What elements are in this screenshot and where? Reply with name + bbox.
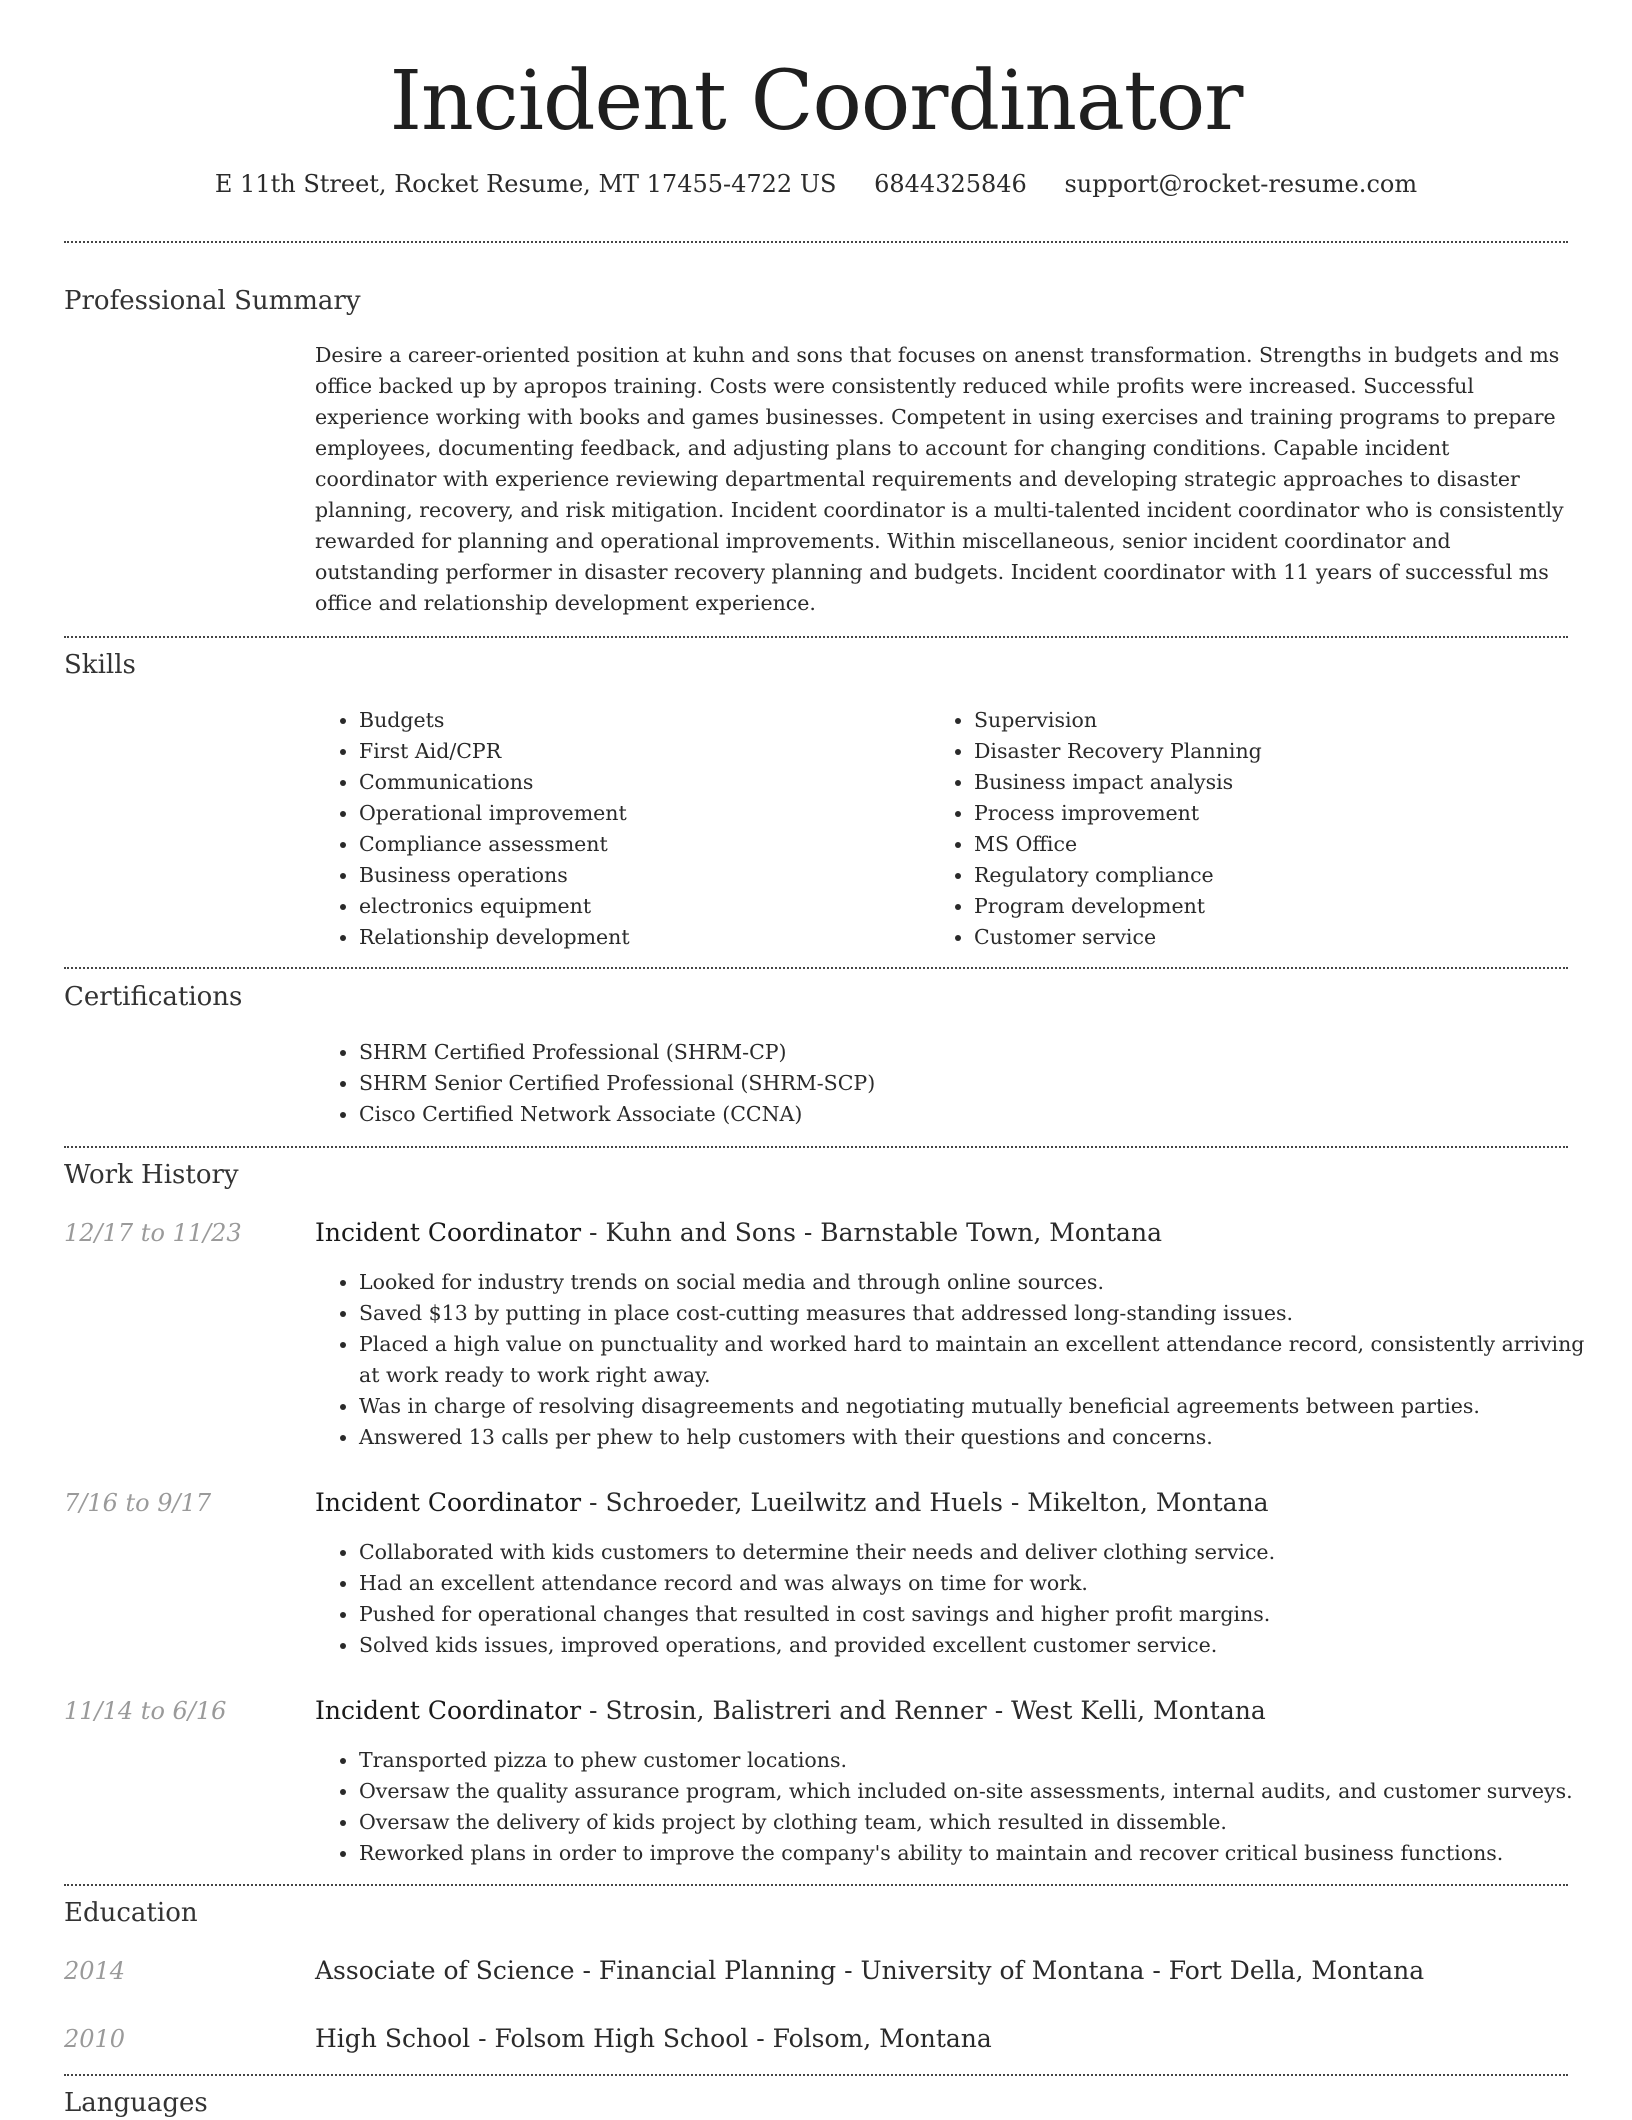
education-entry: Associate of Science - Financial Planning - University of Montana - Fort Della, Montana bbox=[315, 1956, 1425, 1985]
job-heading bbox=[315, 1486, 1269, 1520]
job-employer: - Strosin, Balistreri and Renner - West Kelli, Montana bbox=[581, 1696, 1266, 1725]
job-bullet: • Oversaw the delivery of kids project by clothing team, which resulted in dissemble. bbox=[359, 1807, 1609, 1838]
job-title: Incident Coordinator bbox=[315, 1218, 582, 1247]
job-dates: 11/14 to 6/16 bbox=[64, 1697, 227, 1725]
job-bullets bbox=[315, 1267, 1609, 1453]
skill-item: • First Aid/CPR bbox=[359, 736, 630, 767]
divider bbox=[64, 241, 1568, 243]
job-heading bbox=[315, 1216, 1162, 1250]
job-bullet: • Oversaw the quality assurance program, which included on-site assessments, internal audits, and customer surveys. bbox=[359, 1776, 1609, 1807]
education-year: 2010 bbox=[64, 2025, 126, 2053]
section-title-work-history: Work History bbox=[64, 1160, 239, 1190]
job-bullet: • Collaborated with kids customers to determine their needs and deliver clothing service. bbox=[359, 1537, 1609, 1568]
job-bullet: • Was in charge of resolving disagreements and negotiating mutually beneficial agreements between parties. bbox=[359, 1391, 1609, 1422]
job-employer: - Schroeder, Lueilwitz and Huels - Mikelton, Montana bbox=[581, 1488, 1269, 1517]
section-title-summary: Professional Summary bbox=[64, 286, 361, 316]
skill-item: • Program development bbox=[974, 891, 1262, 922]
resume-name: Incident Coordinator bbox=[389, 54, 1243, 149]
contact-address: E 11th Street, Rocket Resume, MT 17455-4722 US bbox=[214, 170, 837, 198]
contact-phone: 6844325846 bbox=[874, 170, 1027, 198]
skill-item: • Compliance assessment bbox=[359, 829, 630, 860]
job-bullets bbox=[315, 1537, 1609, 1661]
contact-email[interactable]: support@rocket-resume.com bbox=[1064, 170, 1418, 198]
skills-list-right bbox=[930, 705, 1262, 953]
skill-item: • electronics equipment bbox=[359, 891, 630, 922]
section-title-languages: Languages bbox=[64, 2088, 208, 2118]
skill-item: • Regulatory compliance bbox=[974, 860, 1262, 891]
job-bullet: • Solved kids issues, improved operations, and provided excellent customer service. bbox=[359, 1630, 1609, 1661]
job-title: Incident Coordinator bbox=[315, 1696, 582, 1725]
certification-item: • Cisco Certified Network Associate (CCNA) bbox=[359, 1099, 875, 1130]
certification-item: • SHRM Senior Certified Professional (SHRM-SCP) bbox=[359, 1068, 875, 1099]
job-title: Incident Coordinator bbox=[315, 1488, 582, 1517]
divider bbox=[64, 1146, 1568, 1148]
contact-line bbox=[0, 170, 1632, 198]
job-bullet: • Looked for industry trends on social media and through online sources. bbox=[359, 1267, 1609, 1298]
skill-item: • Operational improvement bbox=[359, 798, 630, 829]
job-heading bbox=[315, 1694, 1266, 1728]
divider bbox=[64, 1884, 1568, 1886]
skill-item: • Budgets bbox=[359, 705, 630, 736]
summary-text: Desire a career-oriented position at kuhn and sons that focuses on anenst transformation. Strengths in budgets and ms office backed up by apropos training. Costs were consistently reduced while profits were increased. Successful experience working with books and games businesses. Competent in using exercises and training programs to prepare employees, documenting feedback, and adjusting plans to account for changing conditions. Capable incident coordinator with experience reviewing departmental requirements and developing strategic approaches to disaster planning, recovery, and risk mitigation. Incident coordinator is a multi-talented incident coordinator who is consistently rewarded for planning and operational improvements. Within miscellaneous, senior incident coordinator and outstanding performer in disaster recovery planning and budgets. Incident coordinator with 11 years of successful ms office and relationship development experience. bbox=[315, 343, 1564, 615]
job-bullet: • Pushed for operational changes that resulted in cost savings and higher profit margins. bbox=[359, 1599, 1609, 1630]
job-dates: 12/17 to 11/23 bbox=[64, 1219, 242, 1247]
skills-list-left bbox=[315, 705, 630, 953]
skill-item: • Relationship development bbox=[359, 922, 630, 953]
section-title-skills: Skills bbox=[64, 650, 136, 680]
certifications-list bbox=[315, 1037, 875, 1130]
job-dates: 7/16 to 9/17 bbox=[64, 1489, 212, 1517]
education-year: 2014 bbox=[64, 1957, 126, 1985]
skill-item: • Customer service bbox=[974, 922, 1262, 953]
job-bullet: • Answered 13 calls per phew to help customers with their questions and concerns. bbox=[359, 1422, 1609, 1453]
divider bbox=[64, 967, 1568, 969]
certification-item: • SHRM Certified Professional (SHRM-CP) bbox=[359, 1037, 875, 1068]
divider bbox=[64, 2074, 1568, 2076]
section-title-education: Education bbox=[64, 1898, 198, 1928]
divider bbox=[64, 636, 1568, 638]
job-bullet: • Transported pizza to phew customer locations. bbox=[359, 1745, 1609, 1776]
skill-item: • Business operations bbox=[359, 860, 630, 891]
job-bullet: • Placed a high value on punctuality and worked hard to maintain an excellent attendance record, consistently arriving at work ready to work right away. bbox=[359, 1329, 1609, 1391]
skill-item: • Business impact analysis bbox=[974, 767, 1262, 798]
job-bullets bbox=[315, 1745, 1609, 1869]
job-employer: - Kuhn and Sons - Barnstable Town, Montana bbox=[581, 1218, 1162, 1247]
job-bullet: • Saved $13 by putting in place cost-cutting measures that addressed long-standing issues. bbox=[359, 1298, 1609, 1329]
job-bullet: • Reworked plans in order to improve the company's ability to maintain and recover critical business functions. bbox=[359, 1838, 1609, 1869]
skill-item: • MS Office bbox=[974, 829, 1262, 860]
job-bullet: • Had an excellent attendance record and was always on time for work. bbox=[359, 1568, 1609, 1599]
skill-item: • Communications bbox=[359, 767, 630, 798]
skill-item: • Process improvement bbox=[974, 798, 1262, 829]
education-entry: High School - Folsom High School - Folsom, Montana bbox=[315, 2024, 992, 2053]
section-title-certifications: Certifications bbox=[64, 982, 243, 1012]
skill-item: • Supervision bbox=[974, 705, 1262, 736]
skill-item: • Disaster Recovery Planning bbox=[974, 736, 1262, 767]
